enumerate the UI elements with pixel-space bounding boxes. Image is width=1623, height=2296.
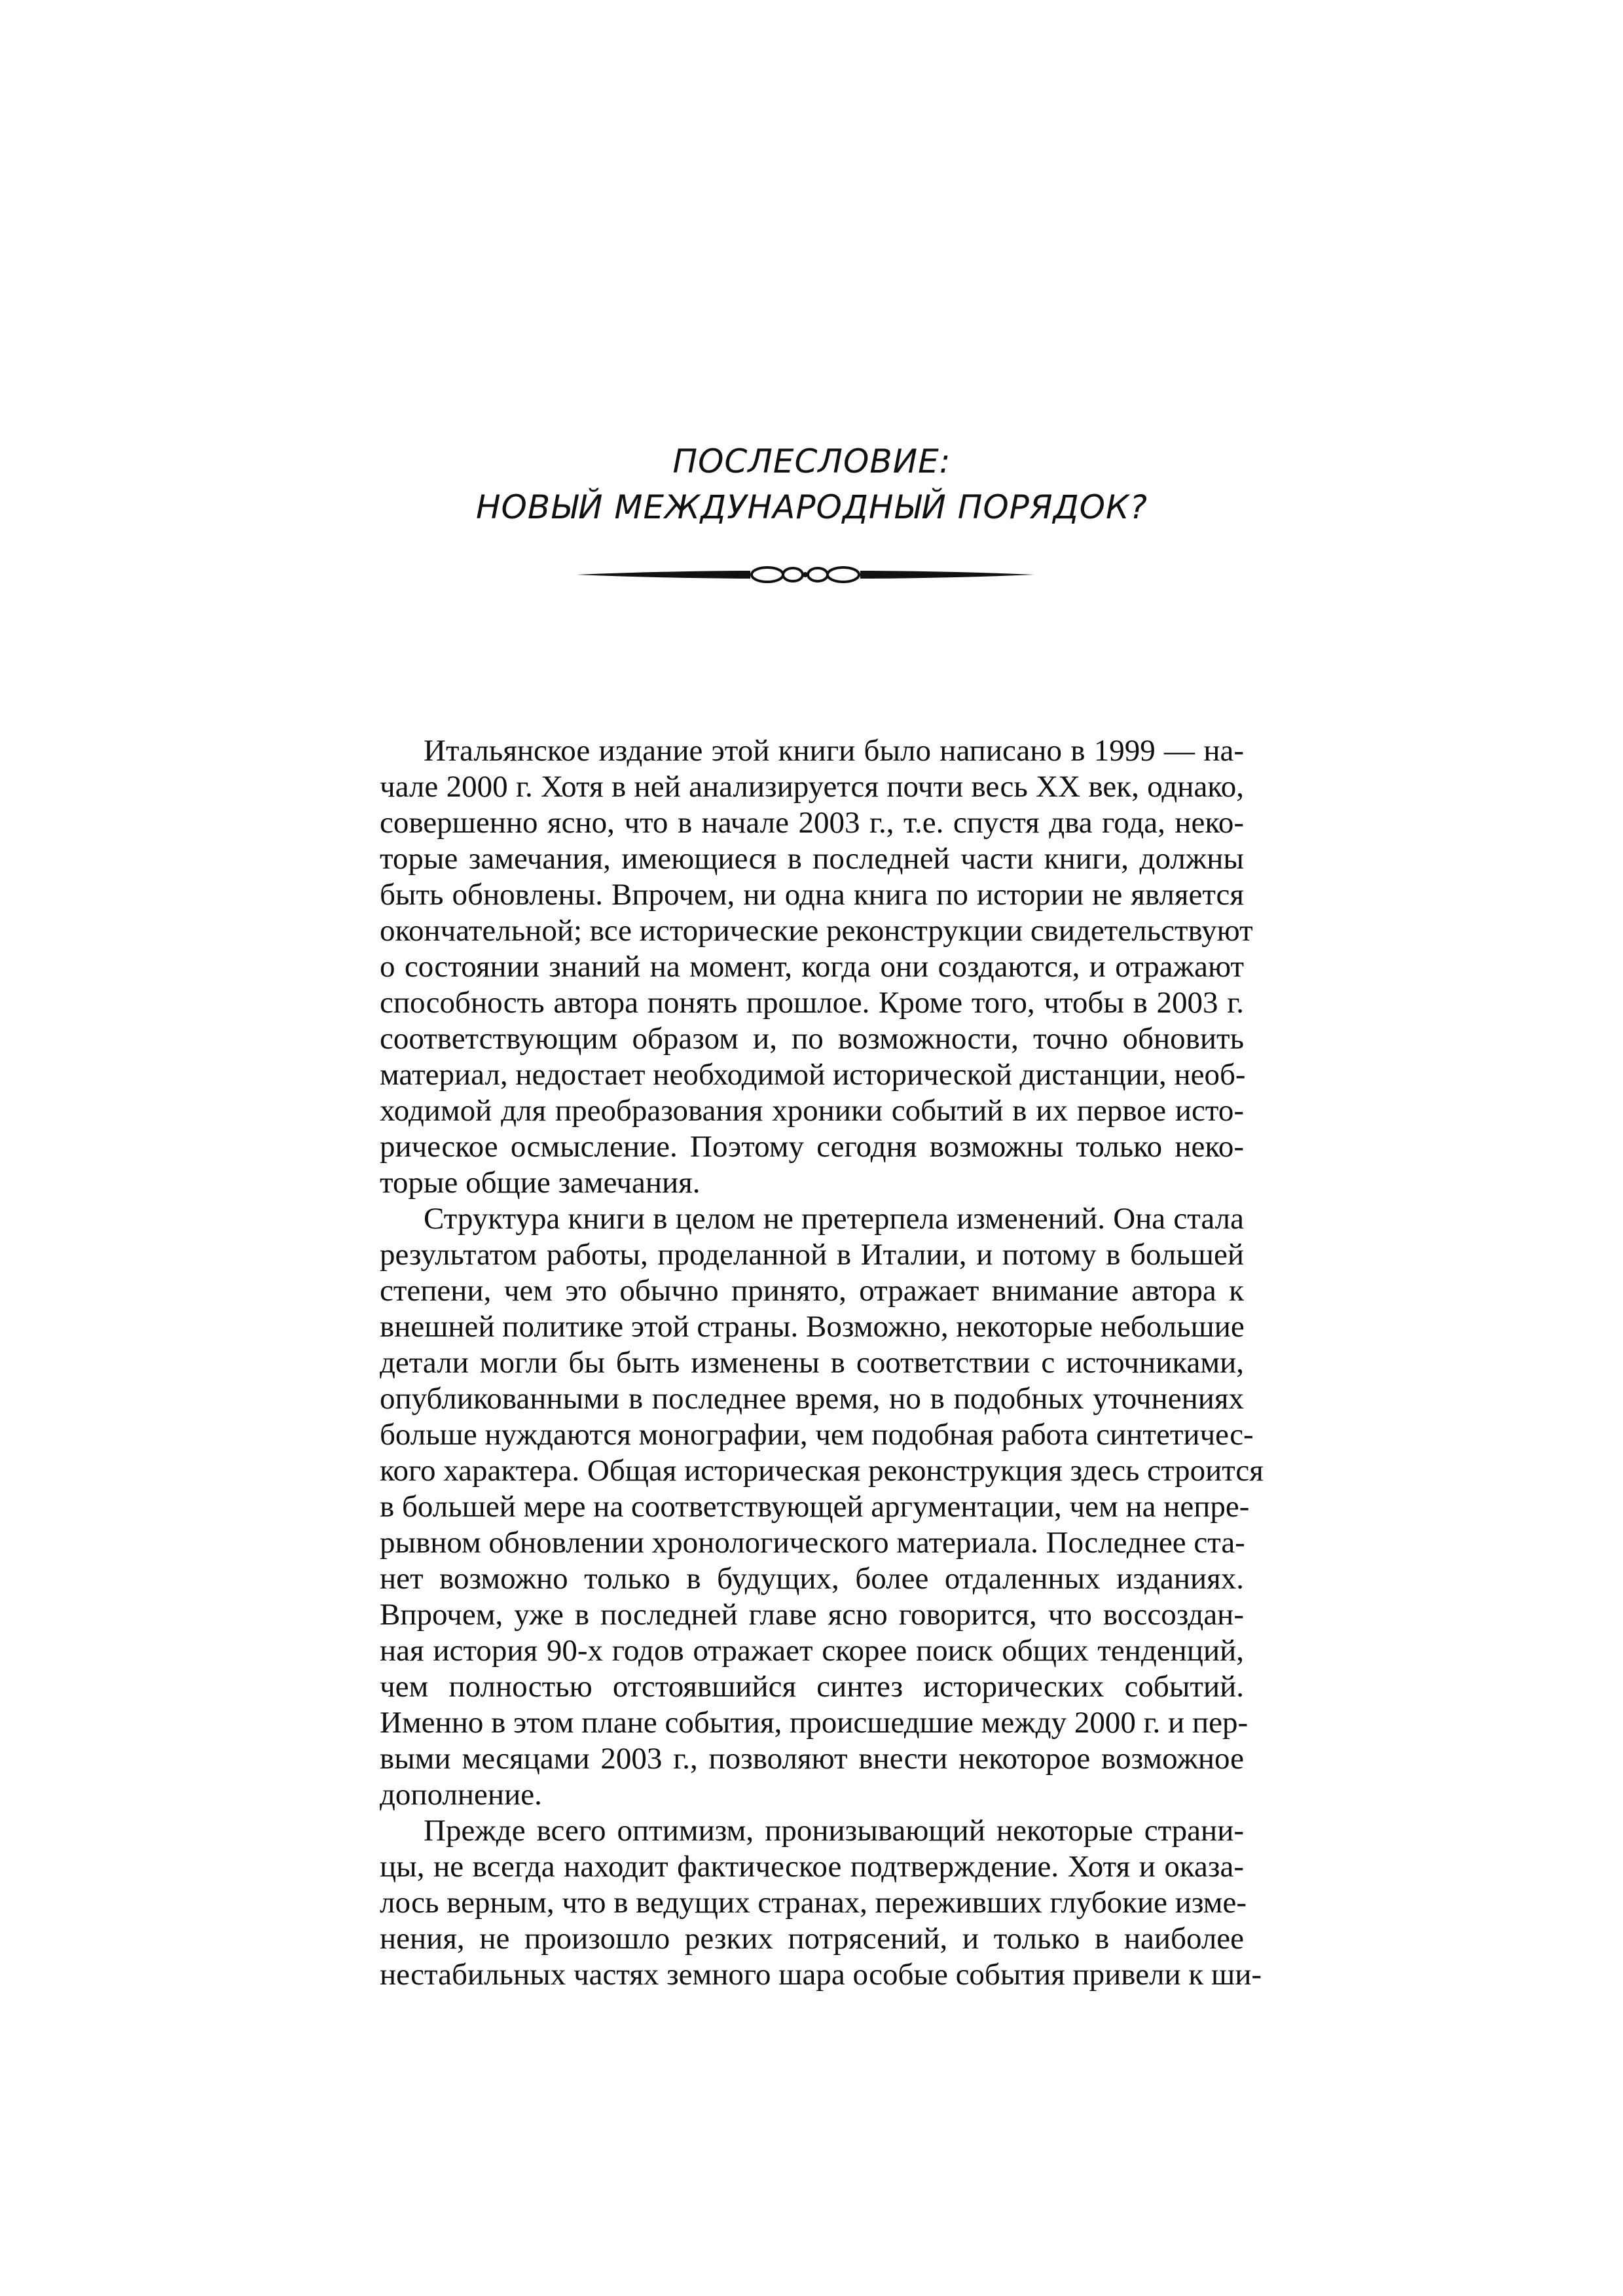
text-line: рическое осмысление. Поэтому сегодня возможны только неко- (380, 1130, 1244, 1164)
text-line: лось верным, что в ведущих странах, переживших глубокие изме- (380, 1886, 1247, 1920)
text-line: ная история 90-х годов отражает скорее поиск общих тенденций, (380, 1634, 1244, 1668)
text-line: о состоянии знаний на момент, когда они создаются, и отражают (380, 950, 1244, 984)
text-line: торые общие замечания. (380, 1166, 701, 1200)
chapter-title-line-2: НОВЫЙ МЕЖДУНАРОДНЫЙ ПОРЯДОК? (475, 488, 1148, 526)
text-line: Итальянское издание этой книги было написано в 1999 — на- (424, 734, 1244, 768)
text-line: Именно в этом плане события, происшедшие между 2000 г. и пер- (380, 1706, 1249, 1740)
text-line: нет возможно только в будущих, более отдаленных изданиях. (380, 1562, 1244, 1596)
text-line: торые замечания, имеющиеся в последней части книги, должны (380, 842, 1244, 876)
text-line: больше нуждаются монографии, чем подобная работа синтетичес- (380, 1418, 1254, 1452)
text-line: нестабильных частях земного шара особые события привели к ши- (380, 1958, 1262, 1992)
text-line: кого характера. Общая историческая реконструкция здесь строится (380, 1454, 1264, 1488)
text-line: совершенно ясно, что в начале 2003 г., т.е. спустя два года, неко- (380, 806, 1244, 840)
text-line: нения, не произошло резких потрясений, и только в наиболее (380, 1922, 1244, 1956)
text-line: выми месяцами 2003 г., позволяют внести некоторое возможное (380, 1742, 1244, 1776)
text-line: цы, не всегда находит фактическое подтверждение. Хотя и оказа- (380, 1850, 1244, 1884)
text-line: соответствующим образом и, по возможности, точно обновить (380, 1022, 1244, 1056)
text-line: способность автора понять прошлое. Кроме того, чтобы в 2003 г. (380, 986, 1244, 1020)
text-line: окончательной; все исторические реконструкции свидетельствуют (380, 914, 1253, 948)
text-line: внешней политике этой страны. Возможно, некоторые небольшие (380, 1310, 1245, 1344)
paragraph (380, 1813, 1262, 1993)
afterword-body-text (380, 733, 1264, 1993)
chapter-title (380, 439, 1244, 530)
text-line: дополнение. (380, 1778, 542, 1812)
text-line: чем полностью отстоявшийся синтез исторических событий. (380, 1670, 1244, 1704)
text-line: Структура книги в целом не претерпела изменений. Она стала (424, 1202, 1244, 1236)
paragraph (380, 1201, 1264, 1813)
text-line: опубликованными в последнее время, но в подобных уточнениях (380, 1382, 1244, 1416)
text-line: Прежде всего оптимизм, пронизывающий некоторые страни- (424, 1814, 1244, 1848)
text-line: чале 2000 г. Хотя в ней анализируется почти весь XX век, однако, (380, 770, 1244, 804)
text-line: Впрочем, уже в последней главе ясно говорится, что воссоздан- (380, 1598, 1244, 1632)
text-line: результатом работы, проделанной в Италии, и потому в большей (380, 1238, 1244, 1272)
paragraph (380, 733, 1253, 1201)
decorative-divider-ornament (576, 560, 1034, 590)
text-line: детали могли бы быть изменены в соответствии с источниками, (380, 1346, 1244, 1380)
text-line: в большей мере на соответствующей аргументации, чем на непре- (380, 1490, 1250, 1524)
text-line: рывном обновлении хронологического материала. Последнее ста- (380, 1526, 1245, 1560)
text-line: быть обновлены. Впрочем, ни одна книга по истории не является (380, 878, 1244, 912)
text-line: степени, чем это обычно принято, отражает внимание автора к (380, 1274, 1244, 1308)
text-line: ходимой для преобразования хроники событий в их первое исто- (380, 1094, 1244, 1128)
chapter-title-line-1: ПОСЛЕСЛОВИЕ: (672, 442, 951, 480)
text-line: материал, недостает необходимой исторической дистанции, необ- (380, 1058, 1246, 1092)
